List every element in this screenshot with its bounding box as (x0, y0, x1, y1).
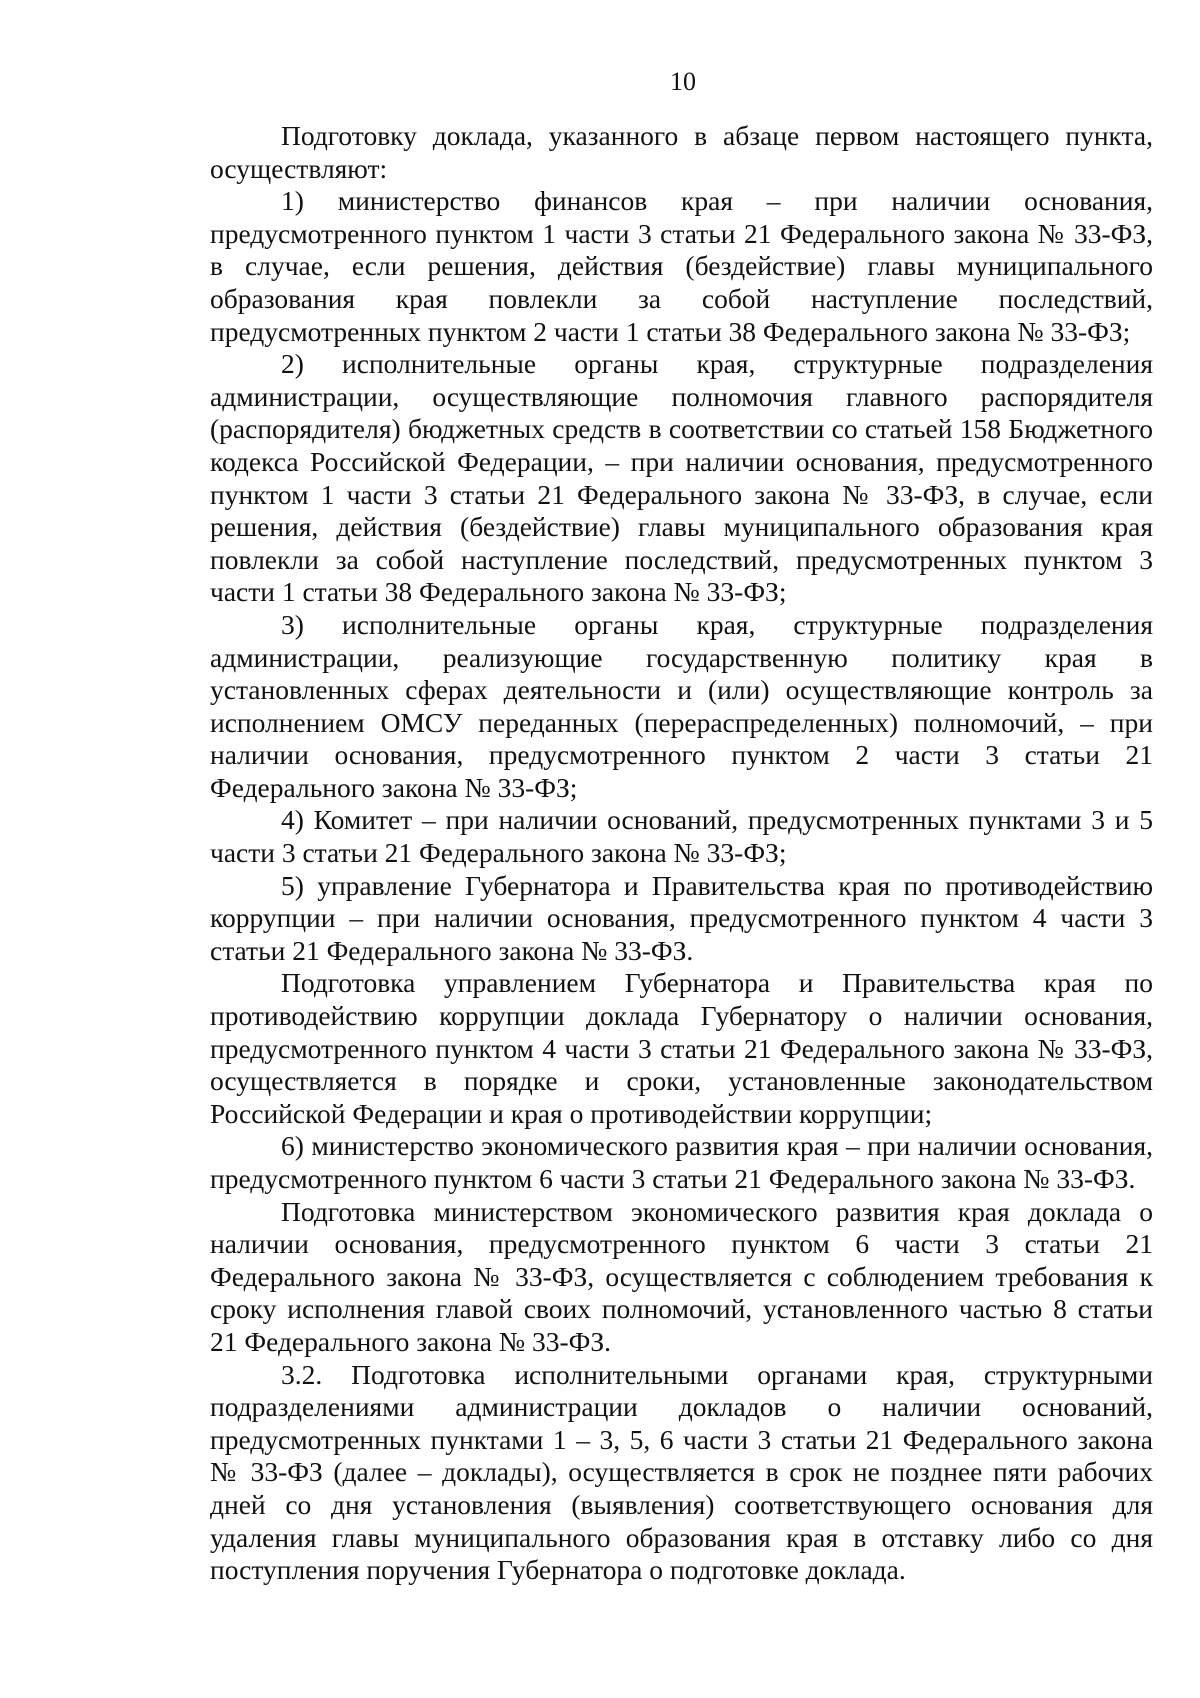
paragraph-item-5: 5) управление Губернатора и Правительства края по противодействию коррупции – при наличии основания, предусмотренного пунктом 4 части 3 статьи 21 Федерального закона № 33-ФЗ. (210, 869, 1153, 966)
paragraph-item-6: 6) министерство экономического развития края – при наличии основания, предусмотренного пунктом 6 части 3 статьи 21 Федерального закона № 33-ФЗ. (210, 1130, 1153, 1194)
paragraph-item-2: 2) исполнительные органы края, структурные подразделения администрации, осуществляющие полномочия главного распорядителя (распорядителя) бюджетных средств в соответствии со статьей 158 Бюджетного кодекса Российской Федерации, – при наличии основания, предусмотренного пунктом 1 части 3 статьи 21 Федерального закона № 33-ФЗ, в случае, если решения, действия (бездействие) главы муниципального образования края повлекли за собой наступление последствий, предусмотренных пунктом 3 части 1 статьи 38 Федерального закона № 33-ФЗ; (210, 348, 1153, 608)
paragraph-item-1: 1) министерство финансов края – при наличии основания, предусмотренного пунктом 1 части 3 статьи 21 Федерального закона № 33-ФЗ, в случае, если решения, действия (бездействие) главы муниципального образования края повлекли за собой наступление последствий, предусмотренных пунктом 2 части 1 статьи 38 Федерального закона № 33-ФЗ; (210, 185, 1153, 347)
document-body (210, 120, 1153, 1587)
paragraph-anticorruption-note: Подготовка управлением Губернатора и Правительства края по противодействию коррупции доклада Губернатору о наличии основания, предусмотренного пунктом 4 части 3 статьи 21 Федерального закона № 33-ФЗ, осуществляется в порядке и сроки, установленные законодательством Российской Федерации и края о противодействии коррупции; (210, 967, 1153, 1129)
paragraph-section-3-2: 3.2. Подготовка исполнительными органами края, структурными подразделениями администрации докладов о наличии оснований, предусмотренных пунктами 1 – 3, 5, 6 части 3 статьи 21 Федерального закона № 33-ФЗ (далее – доклады), осуществляется в срок не позднее пяти рабочих дней со дня установления (выявления) соответствующего основания для удаления главы муниципального образования края в отставку либо со дня поступления поручения Губернатора о подготовке доклада. (210, 1358, 1153, 1586)
paragraph-economic-note: Подготовка министерством экономического развития края доклада о наличии основания, предусмотренного пунктом 6 части 3 статьи 21 Федерального закона № 33-ФЗ, осуществляется с соблюдением требования к сроку исполнения главой своих полномочий, установленного частью 8 статьи 21 Федерального закона № 33-ФЗ. (210, 1195, 1153, 1357)
page-number: 10 (670, 67, 696, 96)
paragraph-intro: Подготовку доклада, указанного в абзаце первом настоящего пункта, осуществляют: (210, 120, 1153, 184)
paragraph-item-4: 4) Комитет – при наличии оснований, предусмотренных пунктами 3 и 5 части 3 статьи 21 Федерального закона № 33-ФЗ; (210, 804, 1153, 869)
paragraph-item-3: 3) исполнительные органы края, структурные подразделения администрации, реализующие государственную политику края в установленных сферах деятельности и (или) осуществляющие контроль за исполнением ОМСУ переданных (перераспределенных) полномочий, – при наличии основания, предусмотренного пунктом 2 части 3 статьи 21 Федерального закона № 33-ФЗ; (210, 608, 1153, 803)
